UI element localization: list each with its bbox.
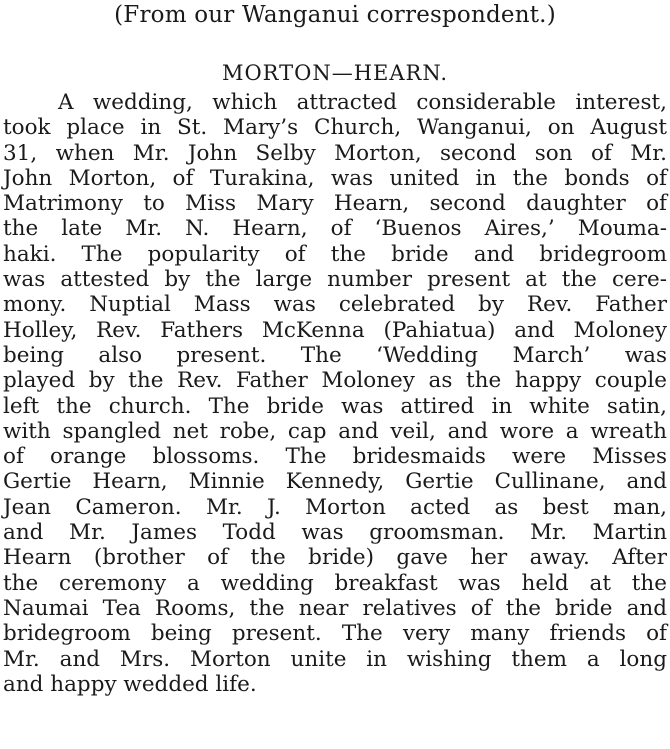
article-line: and Mr. James Todd was groomsman. Mr. Martin: [3, 520, 667, 546]
article-line: haki. The popularity of the bride and bridegroom: [3, 241, 667, 267]
article-line: Hearn (brother of the bride) gave her away. After: [3, 545, 667, 571]
article-line: mony. Nuptial Mass was celebrated by Rev. Father: [3, 292, 667, 318]
article-headline: MORTON—HEARN.: [221, 61, 449, 85]
article-line: Holley, Rev. Fathers McKenna (Pahiatua) and Moloney: [3, 317, 667, 343]
article-line: Mr. and Mrs. Morton unite in wishing them a long: [3, 646, 667, 672]
article-line: and happy wedded life.: [3, 671, 257, 697]
article-line: with spangled net robe, cap and veil, and wore a wreath: [3, 418, 667, 444]
article-line: took place in St. Mary’s Church, Wanganui, on August: [3, 115, 667, 141]
article-line: bridegroom being present. The very many friends of: [3, 621, 667, 647]
article-line: Gertie Hearn, Minnie Kennedy, Gertie Cullinane, and: [3, 469, 667, 495]
article-line: left the church. The bride was attired in white satin,: [3, 393, 667, 419]
article-line: 31, when Mr. John Selby Morton, second son of Mr.: [3, 140, 667, 166]
correspondent-byline: (From our Wanganui correspondent.): [114, 2, 556, 28]
article-line: A wedding, which attracted considerable interest,: [58, 90, 667, 115]
article-line: Matrimony to Miss Mary Hearn, second daughter of: [3, 191, 667, 217]
article-body: [3, 90, 667, 697]
article-line: Naumai Tea Rooms, the near relatives of the bride and: [3, 595, 667, 621]
article-line: being also present. The ‘Wedding March’ was: [3, 342, 667, 368]
article-line: the late Mr. N. Hearn, of ‘Buenos Aires,’ Mouma-: [3, 216, 667, 242]
article-line: was attested by the large number present at the cere-: [3, 267, 667, 293]
article-line: of orange blossoms. The bridesmaids were Misses: [3, 444, 667, 470]
article-line: the ceremony a wedding breakfast was held at the: [3, 570, 667, 596]
article-line: John Morton, of Turakina, was united in the bonds of: [3, 165, 667, 191]
article-line: Jean Cameron. Mr. J. Morton acted as best man,: [3, 494, 667, 520]
article-line: played by the Rev. Father Moloney as the happy couple: [3, 368, 667, 394]
